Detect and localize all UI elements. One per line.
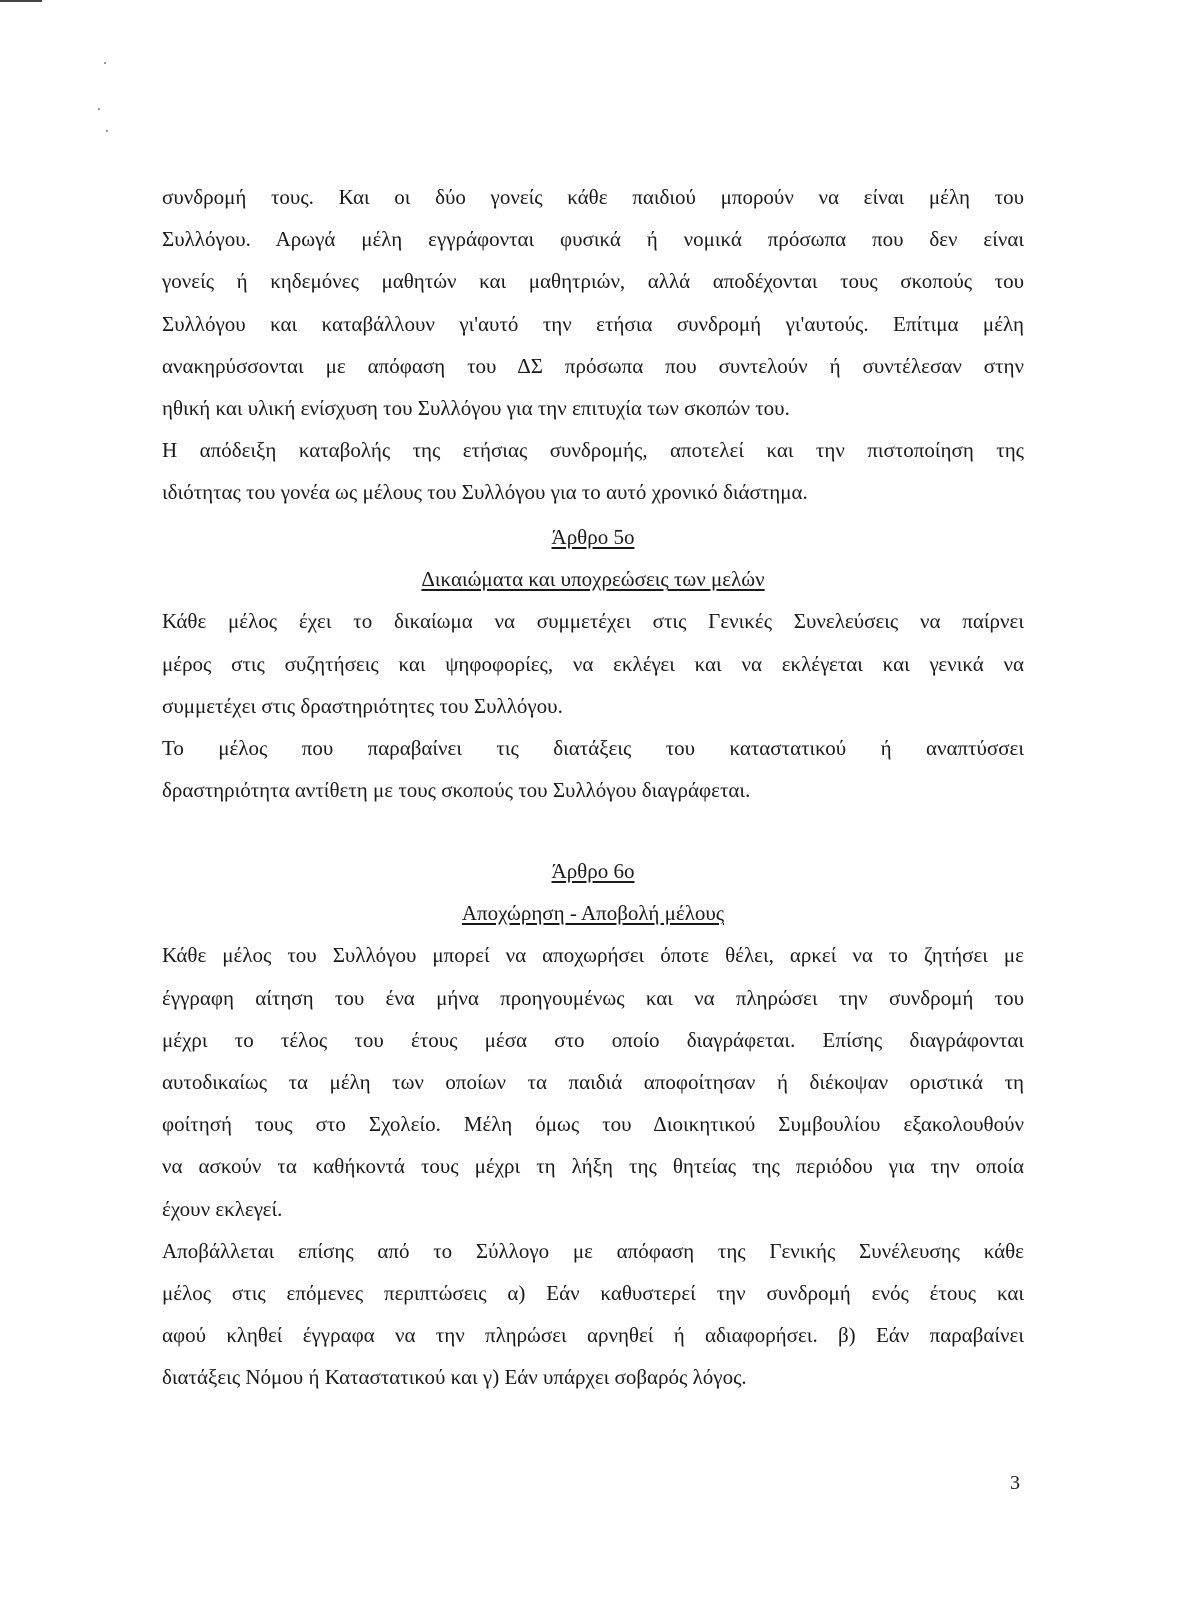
text-line: αυτοδικαίως τα μέλη των οποίων τα παιδιά αποφοίτησαν ή διέκοψαν οριστικά τη bbox=[162, 1069, 1024, 1094]
text-line: έχουν εκλεγεί. bbox=[162, 1196, 283, 1221]
text-line: γονείς ή κηδεμόνες μαθητών και μαθητριών, αλλά αποδέχονται τους σκοπούς του bbox=[162, 269, 1024, 294]
text-line: διατάξεις Νόμου ή Καταστατικού και γ) Εάν υπάρχει σοβαρός λόγος. bbox=[162, 1365, 747, 1390]
scan-speck bbox=[98, 108, 100, 110]
article-6-subtitle: Αποχώρηση - Αποβολή μέλους bbox=[461, 901, 725, 926]
article-6 bbox=[162, 850, 1024, 1398]
scan-speck bbox=[104, 62, 106, 64]
text-line: ανακηρύσσονται με απόφαση του ΔΣ πρόσωπα που συντελούν ή συντέλεσαν στην bbox=[162, 353, 1024, 378]
text-line: Αποβάλλεται επίσης από το Σύλλογο με απόφαση της Γενικής Συνέλευσης κάθε bbox=[162, 1238, 1024, 1263]
scan-edge-mark bbox=[0, 0, 42, 2]
text-line: ηθική και υλική ενίσχυση του Συλλόγου για την επιτυχία των σκοπών του. bbox=[162, 395, 790, 420]
text-line: συμμετέχει στις δραστηριότητες του Συλλόγου. bbox=[162, 693, 563, 718]
article-6-title: Άρθρο 6ο bbox=[551, 859, 635, 883]
text-line: μέλος στις επόμενες περιπτώσεις α) Εάν καθυστερεί την συνδρομή ενός έτους και bbox=[162, 1280, 1024, 1305]
text-line: Συλλόγου. Αρωγά μέλη εγγράφονται φυσικά ή νομικά πρόσωπα που δεν είναι bbox=[162, 227, 1024, 252]
article-5-subtitle: Δικαιώματα και υποχρεώσεις των μελών bbox=[421, 567, 765, 592]
text-line: να ασκούν τα καθήκοντά τους μέχρι τη λήξη της θητείας της περιόδου για την οποία bbox=[162, 1154, 1024, 1179]
scan-speck bbox=[106, 130, 108, 132]
text-line: Η απόδειξη καταβολής της ετήσιας συνδρομής, αποτελεί και την πιστοποίηση της bbox=[162, 438, 1024, 463]
article-5-title: Άρθρο 5ο bbox=[551, 525, 635, 549]
intro-paragraph bbox=[162, 176, 1024, 514]
text-line: ιδιότητας του γονέα ως μέλους του Συλλόγου για το αυτό χρονικό διάστημα. bbox=[162, 480, 808, 505]
text-line: δραστηριότητα αντίθετη με τους σκοπούς του Συλλόγου διαγράφεται. bbox=[162, 778, 751, 803]
text-line: μέρος στις συζητήσεις και ψηφοφορίες, να εκλέγει και να εκλέγεται και γενικά να bbox=[162, 651, 1024, 676]
text-line: Συλλόγου και καταβάλλουν γι'αυτό την ετήσια συνδρομή γι'αυτούς. Επίτιμα μέλη bbox=[162, 311, 1024, 336]
text-line: συνδρομή τους. Και οι δύο γονείς κάθε παιδιού μπορούν να είναι μέλη του bbox=[162, 185, 1024, 209]
page-number: 3 bbox=[1010, 1472, 1020, 1494]
text-line: Το μέλος που παραβαίνει τις διατάξεις του καταστατικού ή αναπτύσσει bbox=[162, 735, 1024, 760]
text-line: φοίτησή τους στο Σχολείο. Μέλη όμως του Διοικητικού Συμβουλίου εξακολουθούν bbox=[162, 1112, 1024, 1137]
text-line: έγγραφη αίτηση του ένα μήνα προηγουμένως και να πληρώσει την συνδρομή του bbox=[162, 985, 1024, 1010]
text-line: μέχρι το τέλος του έτους μέσα στο οποίο διαγράφεται. Επίσης διαγράφονται bbox=[162, 1027, 1024, 1052]
text-line: Κάθε μέλος έχει το δικαίωμα να συμμετέχει στις Γενικές Συνελεύσεις να παίρνει bbox=[162, 609, 1024, 634]
text-line: Κάθε μέλος του Συλλόγου μπορεί να αποχωρήσει όποτε θέλει, αρκεί να το ζητήσει με bbox=[162, 943, 1024, 968]
text-line: αφού κληθεί έγγραφα να την πληρώσει αρνηθεί ή αδιαφορήσει. β) Εάν παραβαίνει bbox=[162, 1323, 1024, 1348]
article-5 bbox=[162, 516, 1024, 811]
